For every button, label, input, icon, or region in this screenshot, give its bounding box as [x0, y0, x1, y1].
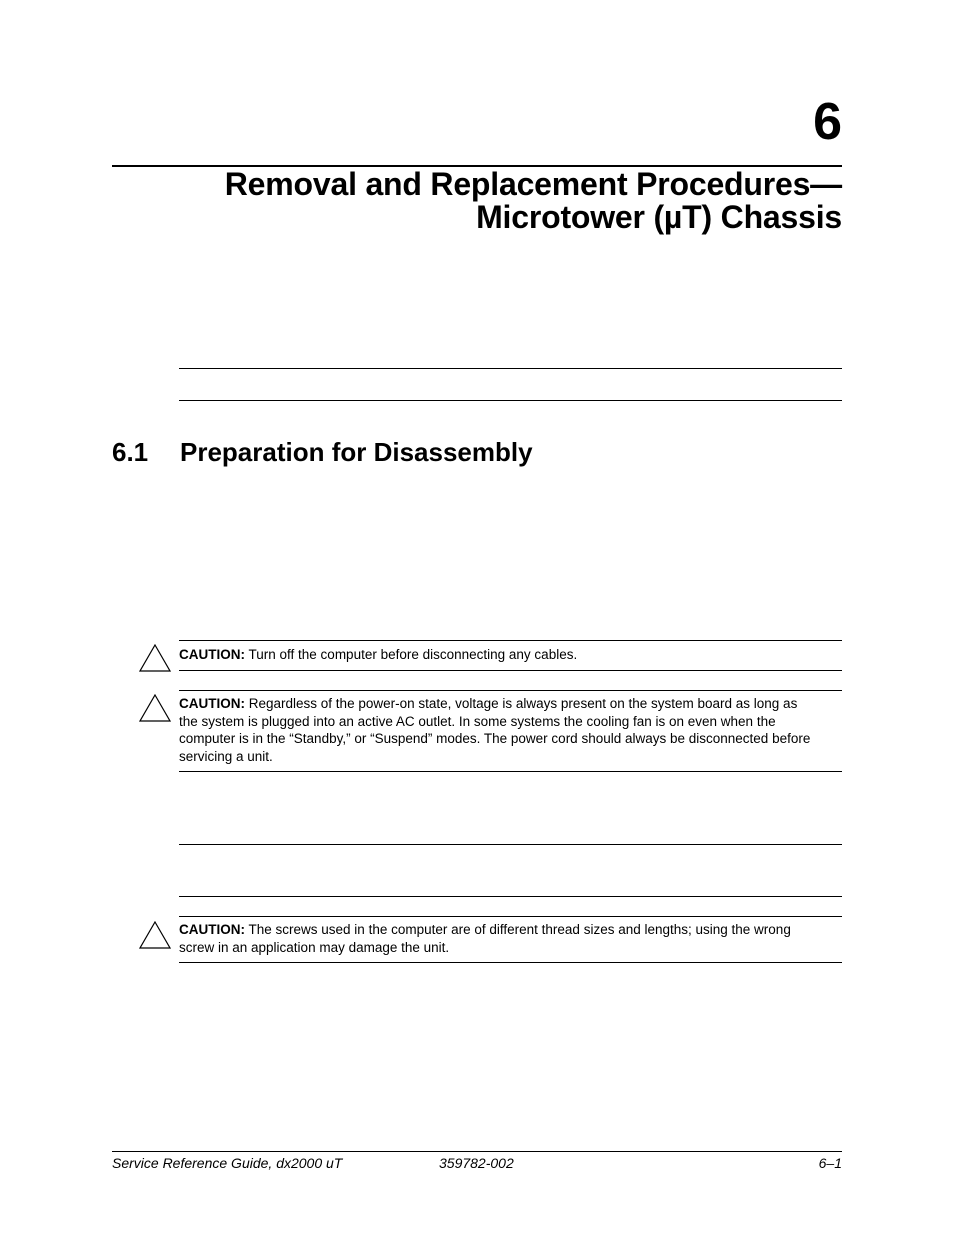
caution-icon — [139, 921, 171, 949]
caution-rule-top — [179, 690, 842, 691]
caution-icon — [139, 694, 171, 722]
divider — [179, 844, 842, 845]
chapter-title-line2: Microtower (µT) Chassis — [476, 199, 842, 235]
caution-body: The screws used in the computer are of different thread sizes and lengths; using the wrong screw in an application may damage the unit. — [179, 922, 791, 955]
section-heading — [112, 437, 533, 468]
caution-label: CAUTION: — [179, 922, 245, 937]
divider — [179, 896, 842, 897]
caution-label: CAUTION: — [179, 696, 245, 711]
chapter-title — [82, 168, 842, 234]
section-number: 6.1 — [112, 437, 149, 467]
footer-page-number: 6–1 — [818, 1155, 842, 1171]
divider — [179, 368, 842, 369]
caution-label: CAUTION: — [179, 647, 245, 662]
footer-part-number: 359782-002 — [439, 1155, 514, 1171]
caution-rule-top — [179, 916, 842, 917]
caution-rule-bottom — [179, 962, 842, 963]
caution-text — [179, 695, 819, 765]
caution-body: Turn off the computer before disconnecting any cables. — [248, 647, 578, 662]
caution-rule-top — [179, 640, 842, 641]
caution-rule-bottom — [179, 670, 842, 671]
caution-icon — [139, 644, 171, 672]
footer-guide-title: Service Reference Guide, dx2000 uT — [112, 1155, 343, 1171]
divider — [179, 400, 842, 401]
caution-text — [179, 921, 819, 956]
chapter-number: 6 — [813, 93, 842, 151]
chapter-title-line1: Removal and Replacement Procedures— — [224, 166, 842, 202]
caution-body: Regardless of the power-on state, voltage is always present on the system board as long as the system is plugged into an active AC outlet. In some systems the cooling fan is on even when the computer is in the “Standby,” or “Suspend” modes. The power cord should always be disconnected before servicing a unit. — [179, 696, 811, 764]
section-title: Preparation for Disassembly — [180, 437, 533, 467]
footer-rule — [112, 1151, 842, 1152]
caution-rule-bottom — [179, 771, 842, 772]
caution-text — [179, 646, 819, 664]
